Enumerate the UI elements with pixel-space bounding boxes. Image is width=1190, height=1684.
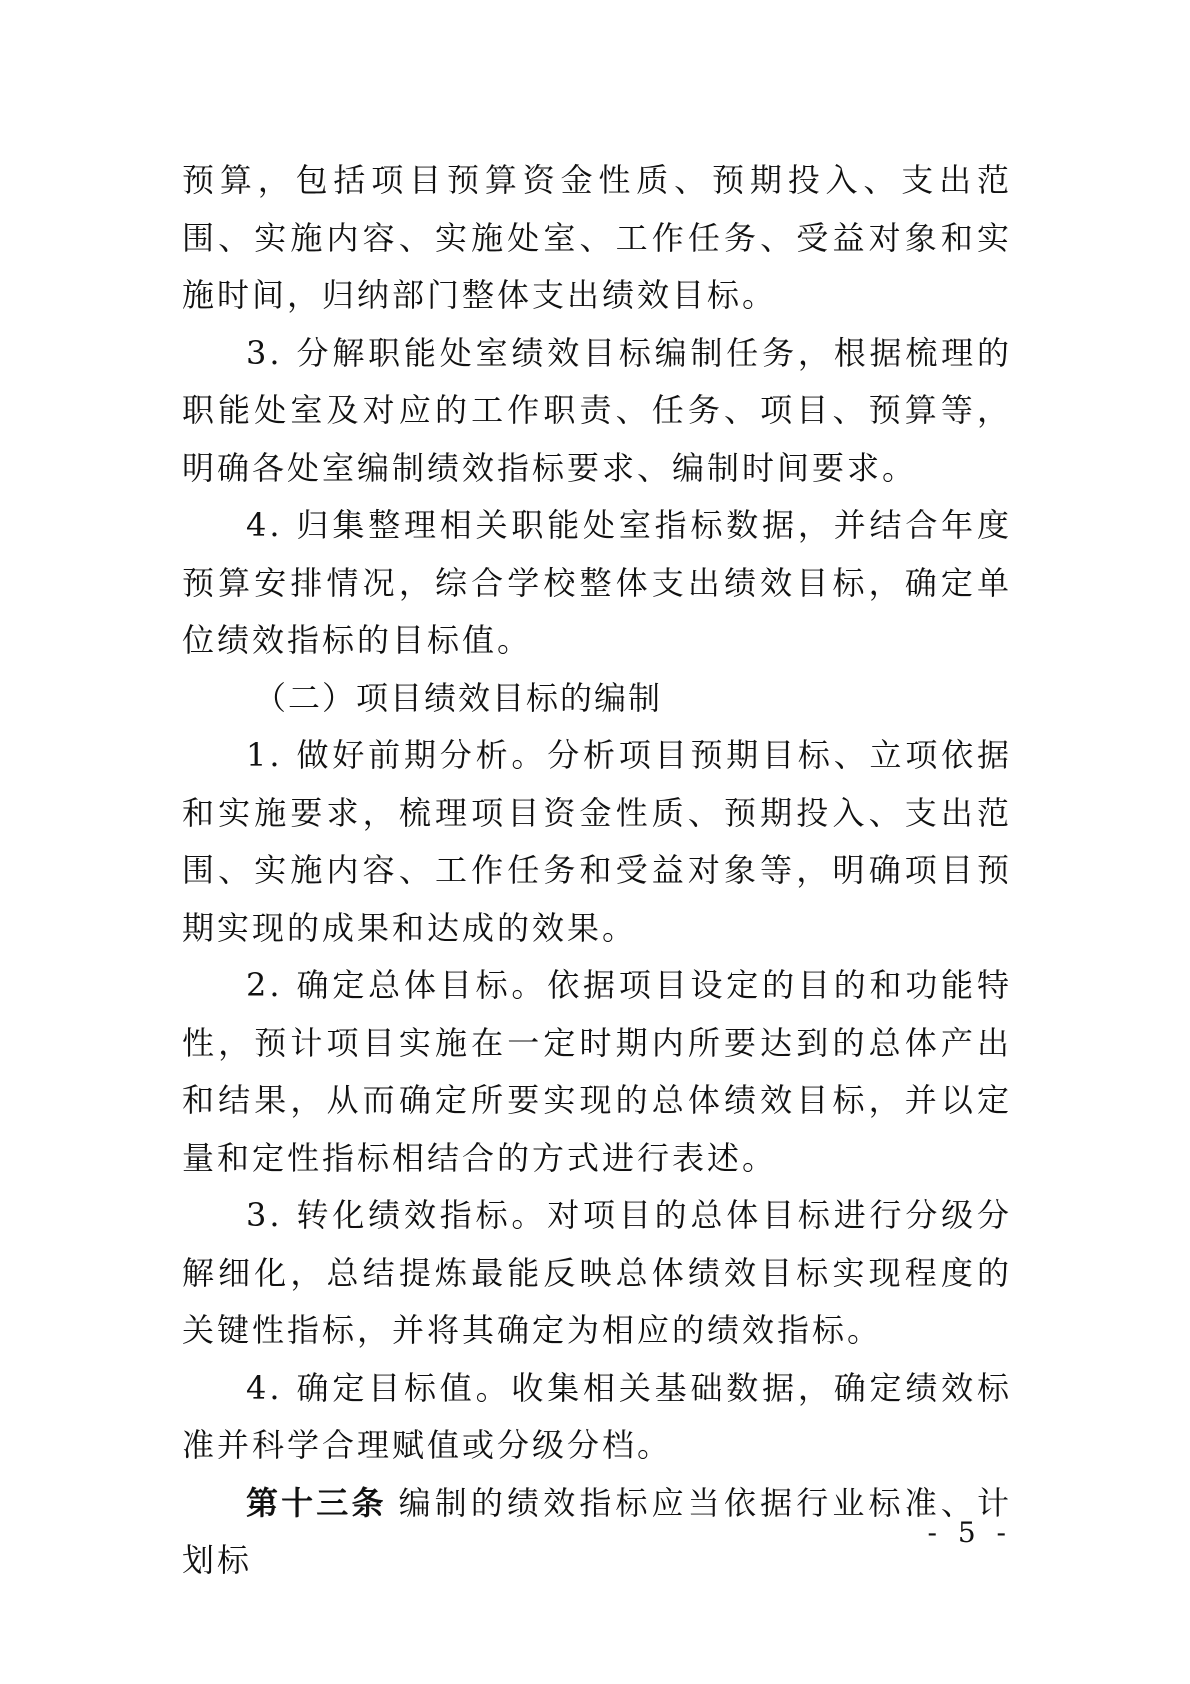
paragraph-item-4-target-value: 4. 确定目标值。收集相关基础数据，确定绩效标准并科学合理赋值或分级分档。 (182, 1368, 1012, 1464)
article-text: 编制的绩效指标应当依据行业标准、计划标 (182, 1483, 1012, 1579)
section-subheading: （二）项目绩效目标的编制 (254, 678, 663, 717)
paragraph-item-3-convert: 3. 转化绩效指标。对项目的总体目标进行分级分解细化，总结提炼最能反映总体绩效目标实现程度的关键性指标，并将其确定为相应的绩效指标。 (182, 1196, 1012, 1349)
page-number: - 5 - (927, 1516, 1012, 1549)
article-label: 第十三条 (246, 1483, 387, 1522)
paragraph-item-1-analysis: 1. 做好前期分析。分析项目预期目标、立项依据和实施要求，梳理项目资金性质、预期投入、支出范围、实施内容、工作任务和受益对象等，明确项目预期实现的成果和达成的效果。 (182, 736, 1012, 947)
page-body (182, 152, 1012, 1590)
paragraph-budget-continuation: 预算，包括项目预算资金性质、预期投入、支出范围、实施内容、实施处室、工作任务、受益对象和实施时间，归纳部门整体支出绩效目标。 (182, 161, 1012, 314)
article-13-paragraph (182, 1475, 1012, 1590)
paragraph-item-2-overall-goal: 2. 确定总体目标。依据项目设定的目的和功能特性，预计项目实施在一定时期内所要达到的总体产出和结果，从而确定所要实现的总体绩效目标，并以定量和定性指标相结合的方式进行表述。 (182, 966, 1012, 1177)
paragraph-item-3-decompose: 3. 分解职能处室绩效目标编制任务，根据梳理的职能处室及对应的工作职责、任务、项目、预算等，明确各处室编制绩效指标要求、编制时间要求。 (182, 333, 1012, 487)
paragraph-item-4-collect: 4. 归集整理相关职能处室指标数据，并结合年度预算安排情况，综合学校整体支出绩效目标，确定单位绩效指标的目标值。 (182, 506, 1012, 659)
